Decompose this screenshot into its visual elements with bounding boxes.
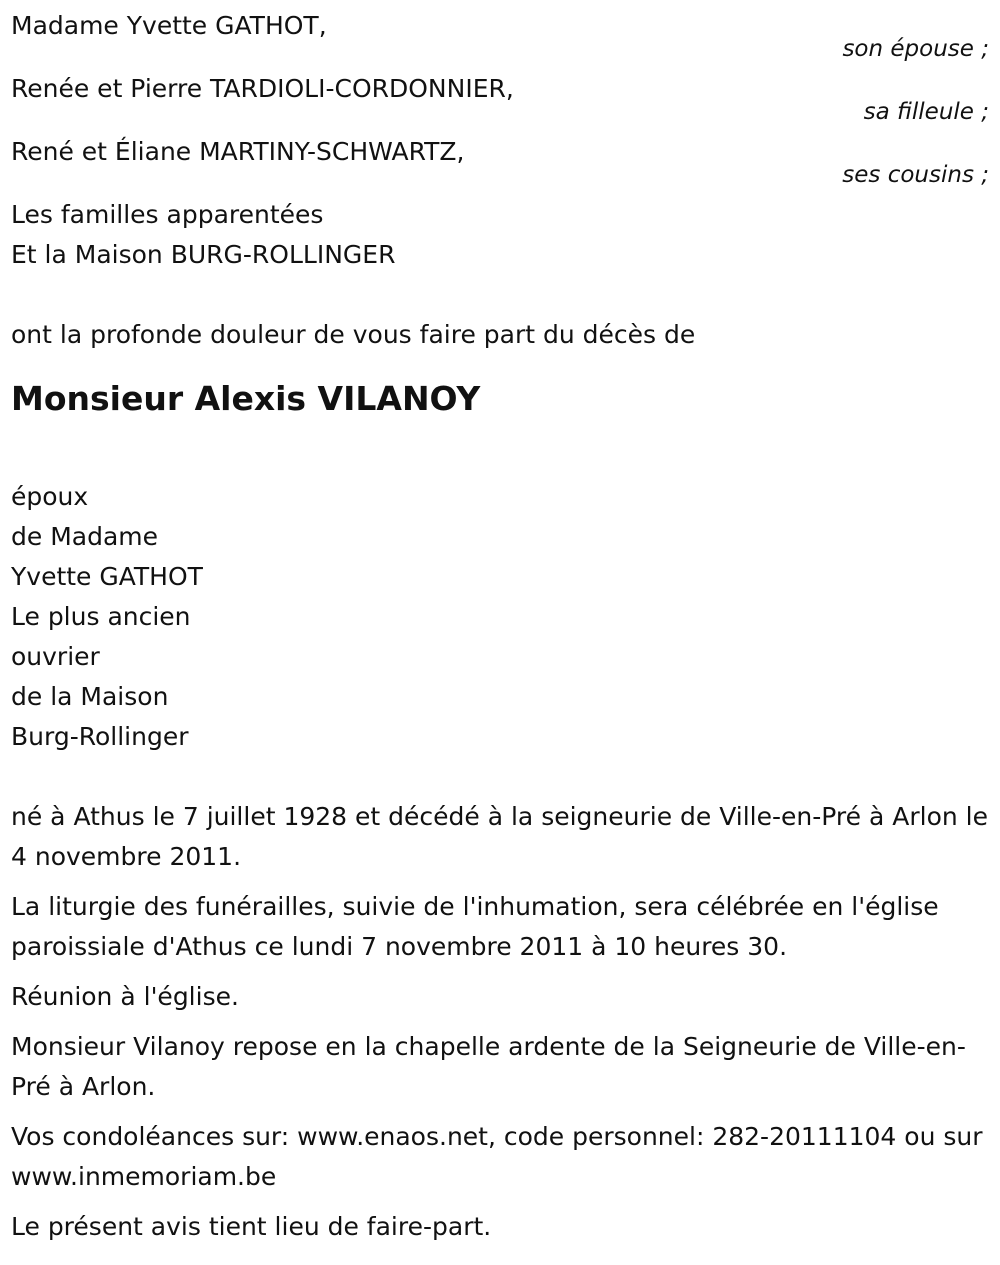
company-line: Et la Maison BURG-ROLLINGER [11,240,396,269]
description-line: Burg-Rollinger [11,722,189,751]
relative-role: son épouse ; [842,36,989,62]
meeting-paragraph: Réunion à l'église. [11,982,239,1011]
relative-role: sa filleule ; [863,99,989,125]
relative-name: Madame Yvette GATHOT, [11,11,327,40]
description-line: ouvrier [11,642,100,671]
announcement-text: ont la profonde douleur de vous faire part du décès de [11,320,696,349]
relative-name: René et Éliane MARTINY-SCHWARTZ, [11,137,465,166]
families-line: Les familles apparentées [11,200,324,229]
death-notice [11,6,989,1257]
description-line: de Madame [11,522,159,551]
notice-paragraph: Le présent avis tient lieu de faire-part. [11,1212,492,1241]
relative-name: Renée et Pierre TARDIOLI-CORDONNIER, [11,74,514,103]
description-line: Yvette GATHOT [11,562,203,591]
deceased-description [11,477,989,757]
description-line: Le plus ancien [11,602,191,631]
relative-entry-goddaughter [11,69,989,132]
relative-role: ses cousins ; [842,162,989,188]
birth-death-paragraph: né à Athus le 7 juillet 1928 et décédé à la seigneurie de Ville-en-Pré à Arlon le 4 novembre 2011. [11,802,988,871]
relative-entry-cousins [11,132,989,195]
relative-entry-spouse [11,6,989,69]
deceased-name: Monsieur Alexis VILANOY [11,379,481,418]
description-line: époux [11,482,89,511]
condolences-paragraph: Vos condoléances sur: www.enaos.net, code personnel: 282-20111104 ou sur www.inmemoriam.be [11,1122,983,1191]
chapel-paragraph: Monsieur Vilanoy repose en la chapelle ardente de la Seigneurie de Ville-en-Pré à Arlon. [11,1032,966,1101]
funeral-paragraph: La liturgie des funérailles, suivie de l'inhumation, sera célébrée en l'église paroissiale d'Athus ce lundi 7 novembre 2011 à 10 heures 30. [11,892,939,961]
description-line: de la Maison [11,682,169,711]
